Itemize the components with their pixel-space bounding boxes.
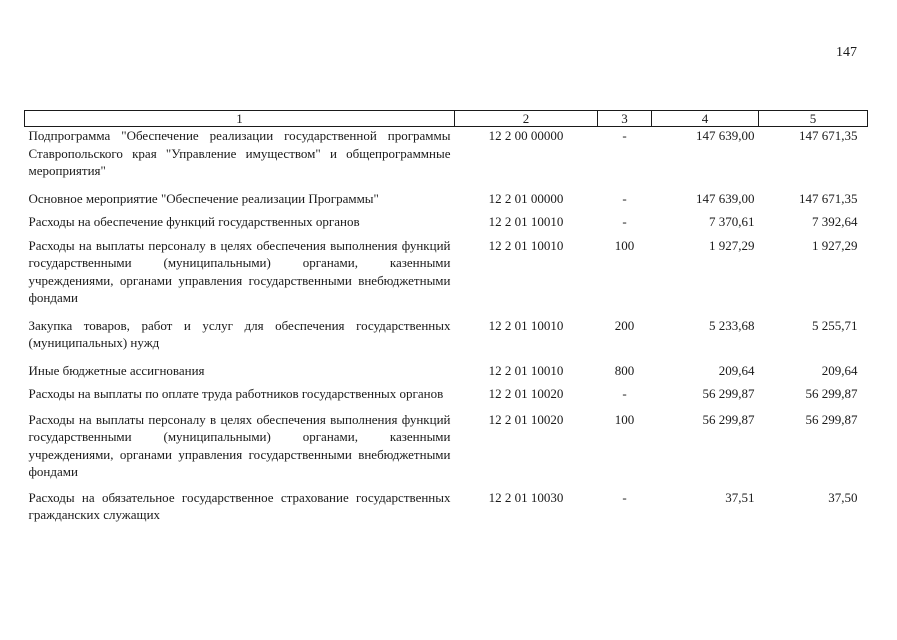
- row-amount-2: 37,50: [828, 489, 858, 505]
- row-amount-1: 5 233,68: [709, 317, 755, 333]
- row-amount-2: 56 299,87: [805, 411, 858, 427]
- budget-table: [24, 110, 868, 524]
- row-code: 12 2 01 10010: [488, 237, 564, 253]
- row-name: Закупка товаров, работ и услуг для обеспечения государственных (муниципальных) нужд: [28, 317, 451, 350]
- row-code: 12 2 01 10030: [488, 489, 564, 505]
- table-header-row: [25, 111, 868, 127]
- table-row: [25, 237, 868, 317]
- row-type: 100: [614, 237, 635, 253]
- row-type: -: [622, 128, 627, 143]
- table-row: [25, 411, 868, 489]
- table-row: [25, 362, 868, 386]
- row-amount-2: 209,64: [821, 362, 858, 378]
- row-type: -: [622, 190, 627, 206]
- row-code: 12 2 01 10010: [488, 214, 564, 229]
- row-name: Расходы на обязательное государственное страхование государственных гражданских служащих: [28, 489, 451, 522]
- column-header-5: 5: [759, 111, 868, 127]
- row-amount-2: 147 671,35: [799, 190, 858, 206]
- table-row: [25, 385, 868, 411]
- row-type: -: [622, 386, 627, 401]
- row-code: 12 2 01 10010: [488, 362, 564, 378]
- row-name: Подпрограмма "Обеспечение реализации государственной программы Ставропольского края "Управление имуществом" и общепрограммные мероприятия": [28, 128, 451, 178]
- row-amount-1: 37,51: [725, 489, 755, 505]
- row-amount-1: 147 639,00: [696, 128, 755, 143]
- table-row: [25, 317, 868, 362]
- row-code: 12 2 01 10020: [488, 411, 564, 427]
- row-name: Расходы на выплаты персоналу в целях обеспечения выполнения функций государственными (муниципальными) органами, казенными учреждениями, органами управления государственными внебюджетными фондами: [28, 411, 451, 479]
- row-type: -: [622, 214, 627, 229]
- row-amount-2: 5 255,71: [812, 317, 858, 333]
- row-name: Расходы на выплаты персоналу в целях обеспечения выполнения функций государственными (муниципальными) органами, казенными учреждениями, органами управления государственными внебюджетными фондами: [28, 237, 451, 305]
- row-type: -: [622, 489, 627, 505]
- page-number: 147: [836, 45, 857, 60]
- row-code: 12 2 01 00000: [488, 190, 564, 206]
- row-amount-1: 209,64: [718, 362, 755, 378]
- row-type: 200: [614, 317, 635, 333]
- row-amount-2: 56 299,87: [805, 386, 858, 401]
- row-amount-1: 56 299,87: [702, 386, 755, 401]
- table-row: [25, 489, 868, 524]
- row-name: Иные бюджетные ассигнования: [28, 362, 205, 378]
- row-name: Основное мероприятие "Обеспечение реализации Программы": [28, 190, 379, 206]
- row-name: Расходы на выплаты по оплате труда работников государственных органов: [28, 386, 444, 401]
- row-amount-2: 7 392,64: [812, 214, 858, 229]
- table-row: [25, 190, 868, 214]
- row-amount-2: 147 671,35: [799, 128, 858, 143]
- row-amount-1: 56 299,87: [702, 411, 755, 427]
- column-header-1: 1: [25, 111, 455, 127]
- row-type: 800: [614, 362, 635, 378]
- row-amount-1: 7 370,61: [709, 214, 755, 229]
- row-amount-1: 1 927,29: [709, 237, 755, 253]
- row-amount-1: 147 639,00: [696, 190, 755, 206]
- table-row: [25, 127, 868, 190]
- row-code: 12 2 01 10020: [488, 386, 564, 401]
- column-header-2: 2: [455, 111, 598, 127]
- column-header-4: 4: [652, 111, 759, 127]
- column-header-3: 3: [598, 111, 652, 127]
- row-code: 12 2 01 10010: [488, 317, 564, 333]
- row-name: Расходы на обеспечение функций государственных органов: [28, 214, 360, 229]
- row-amount-2: 1 927,29: [812, 237, 858, 253]
- row-code: 12 2 00 00000: [488, 128, 564, 143]
- table-row: [25, 213, 868, 237]
- row-type: 100: [614, 411, 635, 427]
